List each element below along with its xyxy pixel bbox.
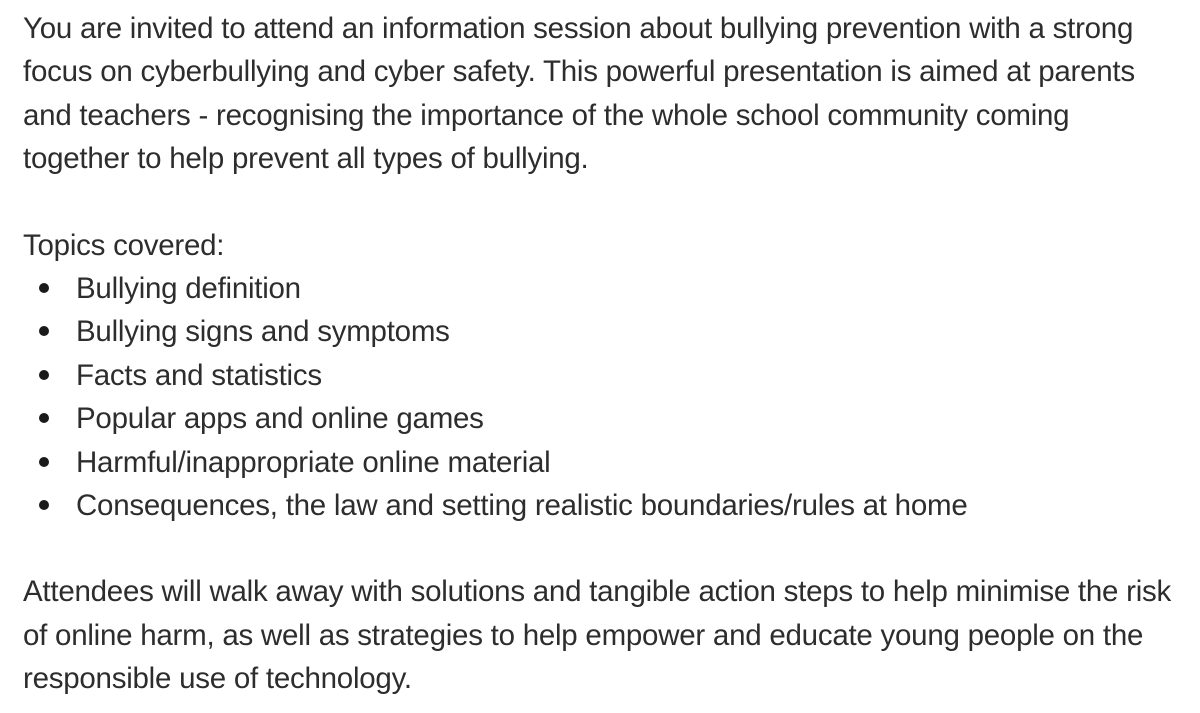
list-item-text: Harmful/inappropriate online material [76, 445, 551, 479]
closing-paragraph: Attendees will walk away with solutions and tangible action steps to help minimise the risk of online harm, as well as strategies to help empower and educate young people on the responsible use of technology. [23, 575, 1172, 696]
list-item-text: Facts and statistics [76, 358, 322, 392]
bullet-icon [39, 413, 49, 423]
list-item [23, 484, 1180, 527]
bullet-icon [39, 370, 49, 380]
topics-heading: Topics covered: [23, 228, 225, 262]
list-item-text: Consequences, the law and setting realistic boundaries/rules at home [76, 489, 968, 523]
bullet-icon [39, 326, 49, 336]
list-item [23, 397, 1180, 440]
list-item [23, 267, 1180, 310]
list-item-text: Bullying signs and symptoms [76, 315, 450, 349]
bullet-icon [39, 283, 49, 293]
topics-list [23, 267, 1180, 527]
bullet-icon [39, 500, 49, 510]
list-item [23, 441, 1180, 484]
intro-paragraph: You are invited to attend an information session about bullying prevention with a strong focus on cyberbullying and cyber safety. This powerful presentation is aimed at parents and teachers - recognising the importance of the whole school community coming together to help prevent all types of bullying. [23, 12, 1135, 176]
bullet-icon [39, 457, 49, 467]
list-item [23, 310, 1180, 353]
list-item [23, 354, 1180, 397]
list-item-text: Bullying definition [76, 272, 301, 306]
list-item-text: Popular apps and online games [76, 402, 484, 436]
